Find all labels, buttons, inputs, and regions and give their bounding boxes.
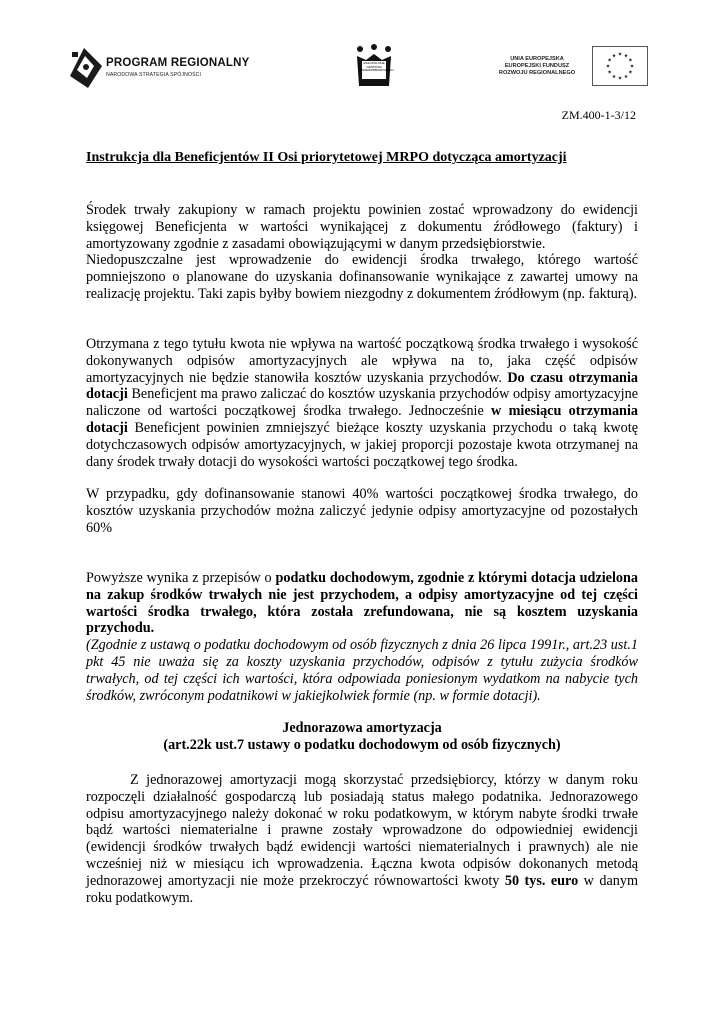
paragraph-4-citation: (Zgodnie z ustawą o podatku dochodowym od osób fizycznych z dnia 26 lipca 1991r., art.23 ust.1 pkt 45 nie uważa się za koszty uzyskania przychodów, odpisów z tytułu zużycia środków trwałych, od tej części ich wartości, która odpowiada poniesionym wydatkom na nabycie tych środków, zwróconym podatnikowi w jakiejkolwiek formie (np. w formie dotacji).	[86, 637, 638, 704]
header-logos	[0, 0, 724, 100]
paragraph-2-part-c: Beneficjent ma prawo zaliczać do kosztów uzyskania przychodów odpisy amortyzacyjne naliczone od wartości początkowej środka trwałego. Jednocześnie	[86, 386, 638, 420]
section-heading-line-1: Jednorazowa amortyzacja	[282, 720, 442, 736]
document-number: ZM.400-1-3/12	[561, 108, 636, 122]
paragraph-4	[86, 570, 638, 704]
document-title: Instrukcja dla Beneficjentów II Osi priorytetowej MRPO dotycząca amortyzacji	[86, 150, 567, 165]
paragraph-5-bold: 50 tys. euro	[504, 872, 579, 889]
paragraph-5-part-a: Z jednorazowej amortyzacji mogą skorzystać przedsiębiorcy, którzy w danym roku rozpoczęli działalność gospodarczą lub posiadają status małego podatnika. Jednorazowego odpisu amortyzacyjnego należy dokonać w roku podatkowym, w którym nabyte środki trwałe bądź wartości niematerialne i prawne zostały wprowadzone do odpowiedniej ewidencji (ewidencji środków trwałych bądź ewidencji wartości niematerialnych i prawnych) ale nie wcześniej niż w miesiącu ich wprowadzenia. Łączna kwota odpisów dokonanych metodą jednorazowej amortyzacji nie może przekroczyć równowartości kwoty	[86, 772, 638, 889]
paragraph-2-part-a: Otrzymana z tego tytułu kwota nie wpływa na wartość początkową środka trwałego i wysokość dokonywanych odpisów amortyzacyjnych ale wpływa na to, jaka część odpisów amortyzacyjnych nie będzie stanowiła kosztów uzyskania przychodów.	[86, 336, 638, 386]
paragraph-3: W przypadku, gdy dofinansowanie stanowi 40% wartości początkowej środka trwałego, do kosztów uzyskania przychodów można zaliczyć jedynie odpisy amortyzacyjne od pozostałych 60%	[86, 486, 638, 536]
eu-caption-line-1: UNIA EUROPEJSKA	[510, 56, 564, 62]
paragraph-5-part-c: w danym roku podatkowym.	[86, 872, 638, 906]
eu-flag-icon	[592, 46, 648, 86]
section-heading-line-2: (art.22k ust.7 ustawy o podatku dochodowym od osób fizycznych)	[163, 737, 561, 753]
paragraph-1	[86, 202, 638, 303]
paragraph-2-part-e: Beneficjent powinien zmniejszyć bieżące koszty uzyskania przychodu o taką kwotę dotychczasowych odpisów amortyzacyjnych, w jakiej proporcji pozostaje kwota otrzymanej na dany środek trwały dotacji do wysokości wartości początkowej tego środka.	[86, 419, 638, 470]
program-regionalny-emblem-icon	[68, 46, 104, 90]
program-regionalny-logo	[68, 46, 258, 90]
crown-caption: MAŁOPOLSKIE CENTRUM PRZEDSIĘBIORCZOŚCI	[360, 61, 394, 73]
eu-caption-line-2: EUROPEJSKI FUNDUSZ	[504, 63, 570, 69]
program-title: PROGRAM REGIONALNY	[106, 57, 250, 69]
mcp-crown-logo	[354, 44, 394, 90]
paragraph-5	[86, 772, 638, 906]
paragraph-4-bold: podatku dochodowym, zgodnie z którymi dotacja udzielona na zakup środków trwałych nie jest przychodem, a odpisy amortyzacyjne od tej części wartości środka trwałego, która została zrefundowana, nie są kosztem uzyskania przychodu.	[86, 570, 638, 637]
paragraph-2	[86, 336, 638, 470]
paragraph-2-bold-a: Do czasu otrzymania dotacji	[86, 369, 638, 403]
paragraph-1-part-b: Niedopuszczalne jest wprowadzenie do ewidencji środka trwałego, którego wartość pomniejszono o planowane do uzyskania dofinansowanie wynikające z zawartej umowy na realizację projektu. Taki zapis byłby bowiem niezgodny z dokumentem źródłowym (np. fakturą).	[86, 252, 638, 302]
section-heading	[86, 720, 638, 754]
program-subtitle: NARODOWA STRATEGIA SPÓJNOŚCI	[106, 72, 202, 78]
eu-caption-line-3: ROZWOJU REGIONALNEGO	[498, 70, 576, 76]
paragraph-4-part-a: Powyższe wynika z przepisów o	[86, 570, 276, 586]
paragraph-2-bold-b: w miesiącu otrzymania dotacji	[86, 403, 638, 436]
paragraph-1-part-a: Środek trwały zakupiony w ramach projektu powinien zostać wprowadzony do ewidencji księgowej Beneficjenta w wartości wynikającej z dokumentu źródłowego (faktury) i amortyzowany zgodnie z zasadami obowiązującymi w danym przedsiębiorstwie.	[86, 202, 638, 252]
eu-fund-caption	[488, 56, 586, 77]
